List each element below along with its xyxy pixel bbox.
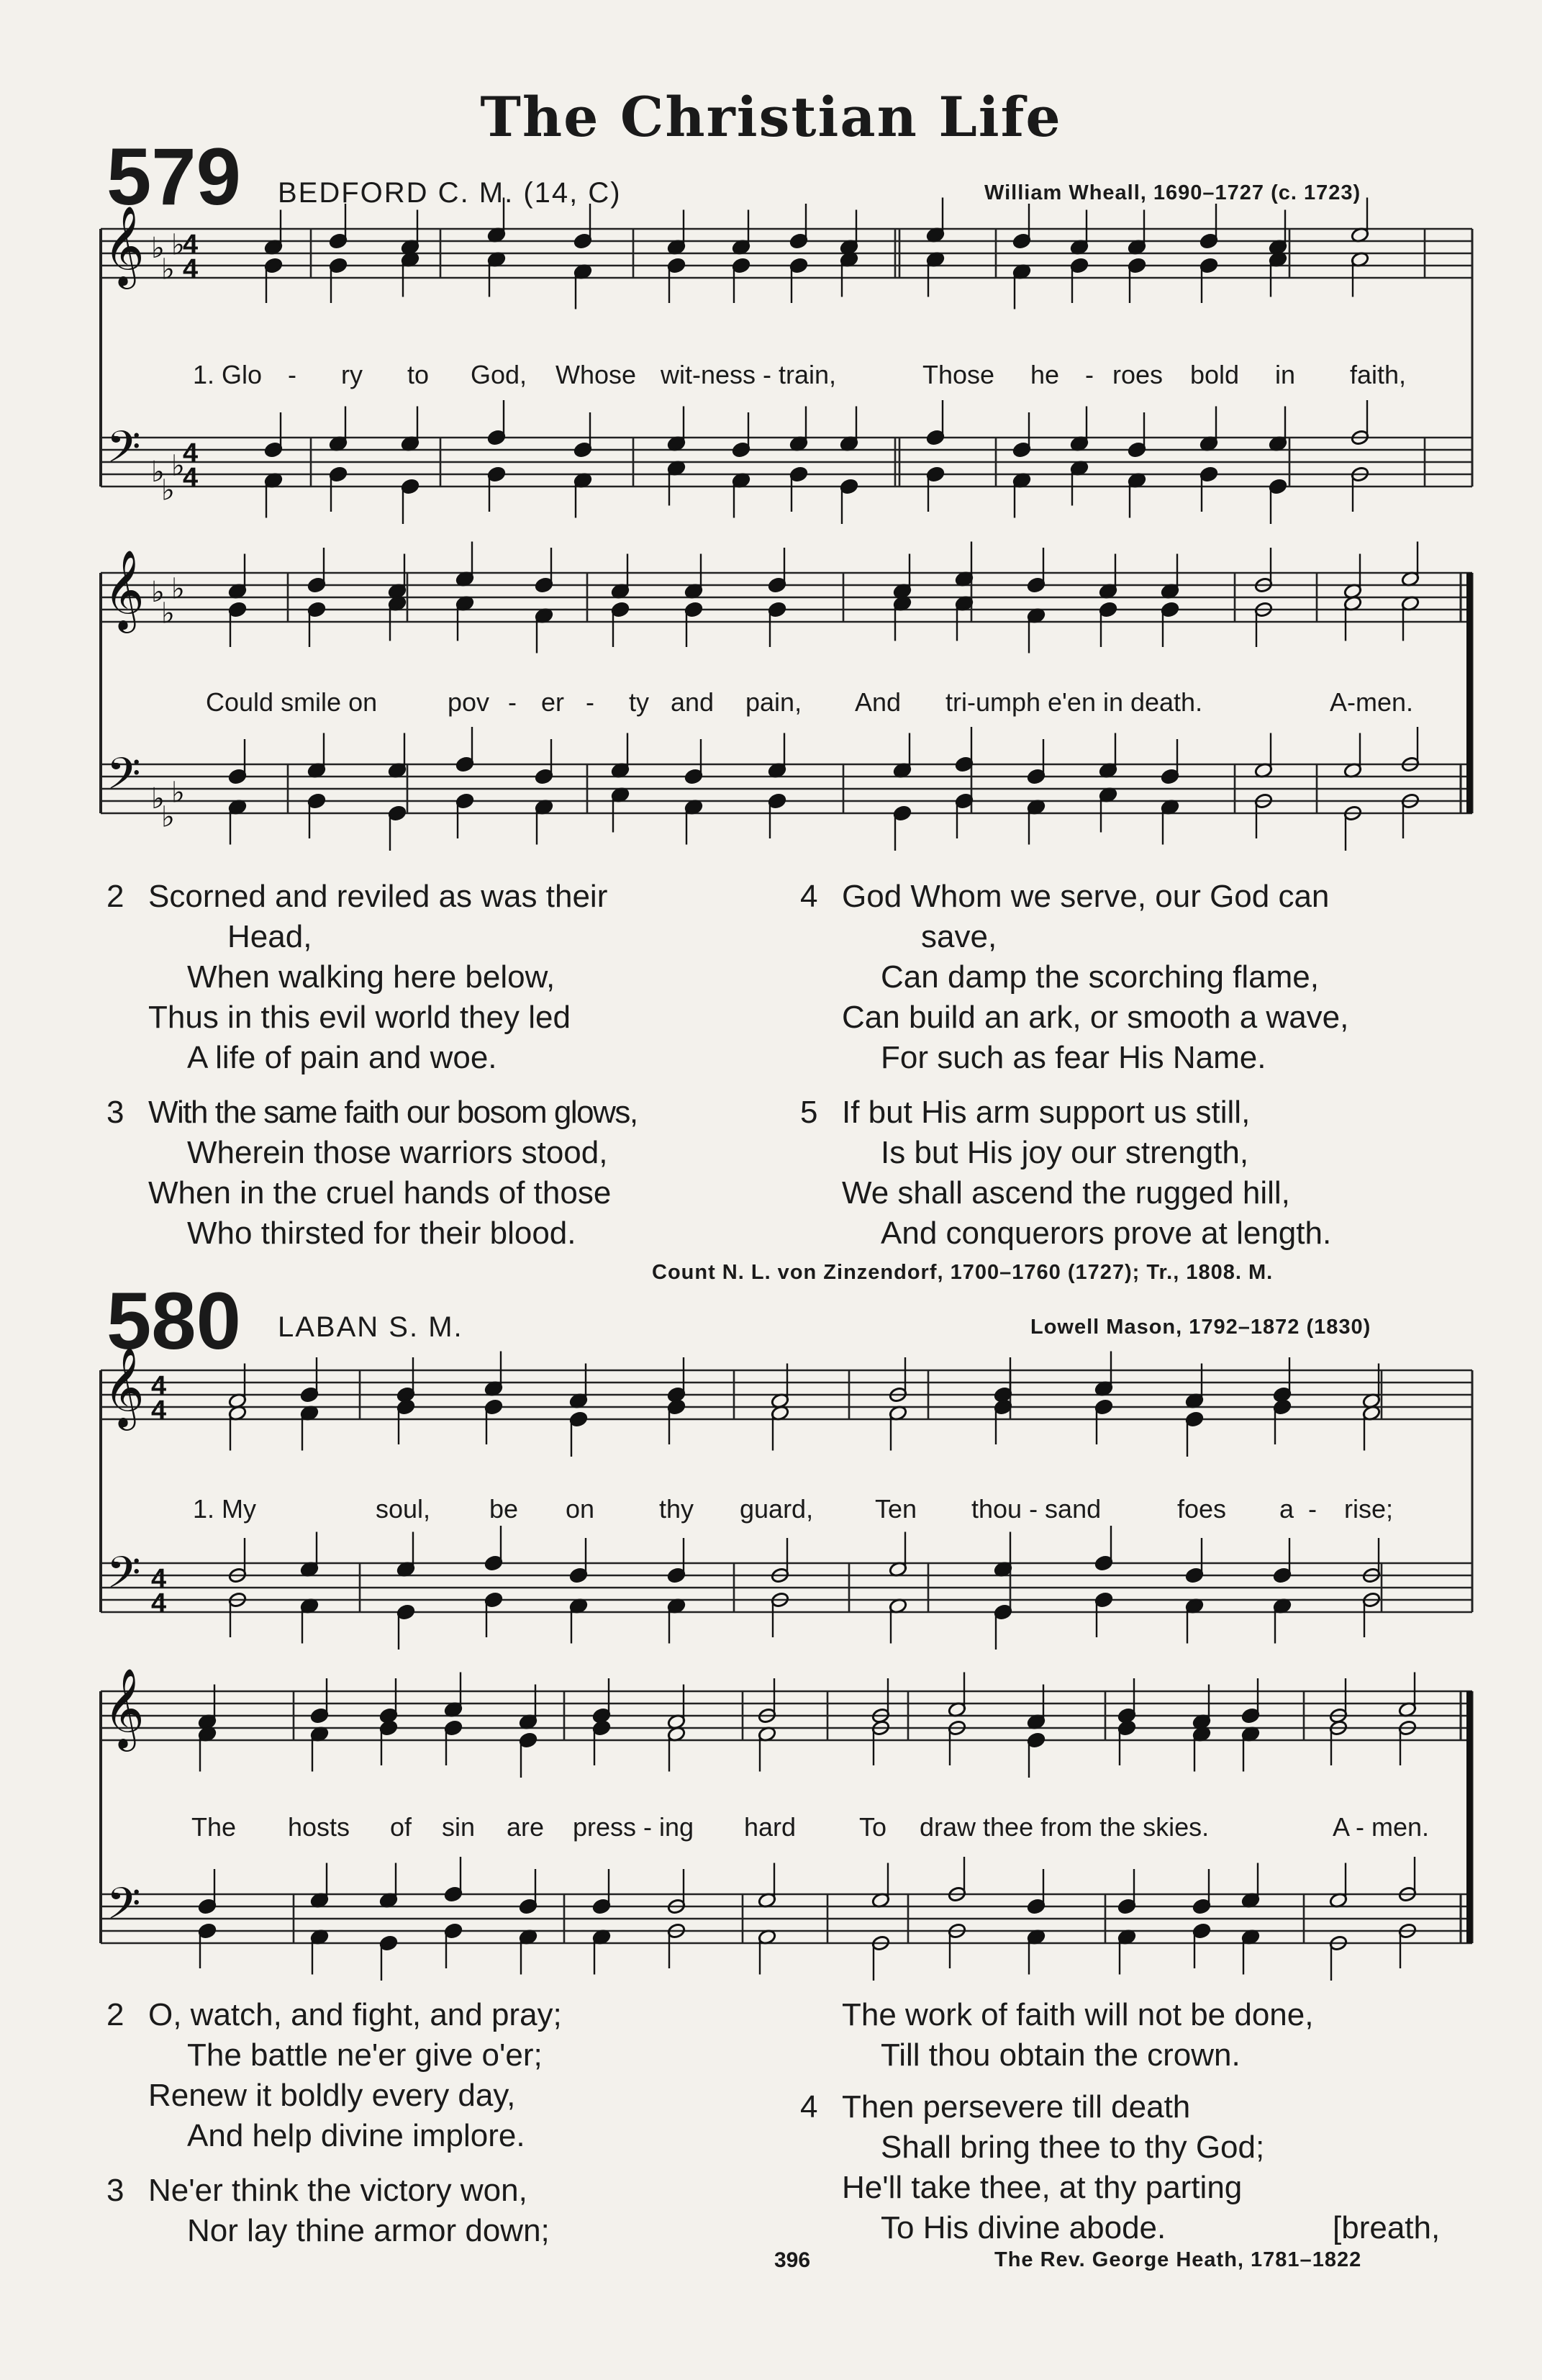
- verse-number: 2: [106, 1997, 124, 2032]
- hymn-579-lyric-hyphen: -: [1085, 360, 1094, 389]
- hymn-580-lyric-word: of: [390, 1812, 412, 1842]
- hymn-580-verse-4-overflow: [breath,: [1333, 2210, 1441, 2245]
- section-title: The Christian Life: [480, 85, 1062, 149]
- time-signature-icon: 4: [151, 1588, 167, 1619]
- verse-line: Scorned and reviled as was their: [148, 879, 608, 914]
- verse-line: Nor lay thine armor down;: [187, 2213, 550, 2248]
- flat-sign-icon: ♭: [171, 449, 185, 483]
- hymn-579-lyric-hyphen: -: [586, 687, 594, 717]
- hymn-580-lyric-word: foes: [1177, 1494, 1227, 1524]
- hymn-579-lyric-word: And: [855, 687, 902, 717]
- flat-sign-icon: ♭: [161, 253, 175, 286]
- treble-clef-icon: 𝄞: [104, 205, 145, 286]
- time-signature-icon: 4: [151, 1371, 167, 1401]
- hymn-580-lyric-word: press - ing: [573, 1812, 694, 1842]
- verse-line: We shall ascend the rugged hill,: [842, 1175, 1290, 1211]
- hymn-579-lyric-word: wit-ness - train,: [661, 360, 837, 389]
- hymn-579-lyric-word: bold: [1190, 360, 1240, 389]
- verse-line: Thus in this evil world they led: [148, 1000, 571, 1035]
- hymn-580-lyric-word: 1. My: [193, 1494, 257, 1524]
- hymn-579-lyric-word: and: [671, 687, 715, 717]
- hymn-579-lyric-word: God,: [471, 360, 527, 389]
- verse-line: Is but His joy our strength,: [881, 1135, 1249, 1170]
- verse-line: Shall bring thee to thy God;: [881, 2130, 1265, 2165]
- time-signature-icon: 4: [183, 463, 199, 493]
- verse-line: With the same faith our bosom glows,: [148, 1095, 638, 1130]
- hymn-579-author: Count N. L. von Zinzendorf, 1700–1760 (1727); Tr., 1808. M.: [652, 1261, 1274, 1284]
- verse-line: Ne'er think the victory won,: [148, 2173, 527, 2208]
- bass-clef-icon: 𝄢: [106, 422, 141, 484]
- verse-line: save,: [921, 919, 997, 954]
- hymn-579-lyric-word: A-men.: [1330, 687, 1414, 717]
- hymn-579-lyric-word: Whose: [555, 360, 637, 389]
- verse-line: The work of faith will not be done,: [842, 1997, 1314, 2032]
- hymn-579-lyric-word: he: [1030, 360, 1060, 389]
- hymn-580-lyric-word: on: [566, 1494, 595, 1524]
- verse-line: O, watch, and fight, and pray;: [148, 1997, 562, 2032]
- verse-number: 3: [106, 1095, 124, 1130]
- verse-line: Who thirsted for their blood.: [187, 1216, 576, 1251]
- verse-line: The battle ne'er give o'er;: [187, 2037, 543, 2073]
- page-number: 396: [774, 2248, 811, 2272]
- time-signature-icon: 4: [183, 254, 199, 284]
- hymn-579-lyric-word: roes: [1112, 360, 1164, 389]
- hymn-579-lyric-word: 1. Glo: [193, 360, 263, 389]
- verse-line: A life of pain and woe.: [187, 1040, 497, 1075]
- hymn-580-lyric-word: hard: [744, 1812, 797, 1842]
- bass-clef-icon: 𝄢: [106, 1547, 141, 1609]
- verse-line: Till thou obtain the crown.: [881, 2037, 1241, 2073]
- hymn-580-lyric-word: sin: [442, 1812, 476, 1842]
- verse-line: And conquerors prove at length.: [881, 1216, 1332, 1251]
- verse-line: Can build an ark, or smooth a wave,: [842, 1000, 1349, 1035]
- time-signature-icon: 4: [183, 438, 199, 469]
- verse-line: He'll take thee, at thy parting: [842, 2170, 1243, 2205]
- verse-line: And help divine implore.: [187, 2118, 525, 2153]
- verse-line: When walking here below,: [187, 959, 555, 995]
- hymn-580-lyric-word: guard,: [740, 1494, 814, 1524]
- hymn-579-lyric-word: er: [541, 687, 565, 717]
- final-barline: [1466, 1691, 1472, 1943]
- hymn-579-lyric-word: ry: [341, 360, 363, 389]
- verse-line: To His divine abode.: [881, 2210, 1166, 2245]
- treble-clef-icon: 𝄞: [104, 549, 145, 630]
- hymn-580-number: 580: [106, 1276, 241, 1366]
- hymn-580-author: The Rev. George Heath, 1781–1822: [994, 2248, 1362, 2271]
- hymn-579-lyric-word: Those: [922, 360, 995, 389]
- verse-number: 2: [106, 879, 124, 914]
- hymn-580-lyric-word: rise;: [1344, 1494, 1394, 1524]
- verse-line: Head,: [227, 919, 312, 954]
- hymn-580-lyric-word: The: [191, 1812, 237, 1842]
- flat-sign-icon: ♭: [151, 456, 165, 489]
- hymn-579-lyric-word: faith,: [1350, 360, 1407, 389]
- flat-sign-icon: ♭: [171, 572, 185, 606]
- flat-sign-icon: ♭: [151, 232, 165, 265]
- flat-sign-icon: ♭: [151, 782, 165, 815]
- hymn-579-tune: BEDFORD C. M. (14, C): [278, 177, 622, 209]
- bass-clef-icon: 𝄢: [106, 748, 141, 810]
- hymn-579-composer: William Wheall, 1690–1727 (c. 1723): [984, 181, 1361, 204]
- flat-sign-icon: ♭: [151, 576, 165, 609]
- hymn-580-lyric-word: A - men.: [1333, 1812, 1430, 1842]
- hymn-580-lyric-word: are: [507, 1812, 545, 1842]
- hymn-580-lyric-word: hosts: [288, 1812, 350, 1842]
- hymn-579-lyric-word: pov: [448, 687, 490, 717]
- hymn-579-number: 579: [106, 132, 241, 222]
- time-signature-icon: 4: [151, 1564, 167, 1594]
- hymn-579-lyric-word: pain,: [745, 687, 802, 717]
- hymn-579-lyric-word: ty: [629, 687, 650, 717]
- flat-sign-icon: ♭: [171, 776, 185, 810]
- hymn-579-lyric-word: tri-umph e'en in death.: [945, 687, 1203, 717]
- verse-line: Wherein those warriors stood,: [187, 1135, 608, 1170]
- time-signature-icon: 4: [183, 230, 199, 260]
- verse-line: When in the cruel hands of those: [148, 1175, 612, 1211]
- flat-sign-icon: ♭: [161, 597, 175, 630]
- hymn-580-tune: LABAN S. M.: [278, 1311, 463, 1343]
- hymn-580-lyric-word: draw thee from the skies.: [920, 1812, 1210, 1842]
- hymn-580-lyric-word: soul,: [376, 1494, 431, 1524]
- flat-sign-icon: ♭: [161, 800, 175, 834]
- hymn-579-lyric-hyphen: -: [288, 360, 296, 389]
- hymn-579-lyric-word: in: [1275, 360, 1296, 389]
- final-barline: [1466, 573, 1472, 813]
- bass-clef-icon: 𝄢: [106, 1878, 141, 1940]
- verse-line: Can damp the scorching flame,: [881, 959, 1319, 995]
- verse-line: Then persevere till death: [842, 2089, 1191, 2125]
- hymn-580-lyric-word: thy: [659, 1494, 694, 1524]
- hymn-579-lyric-hyphen: -: [508, 687, 517, 717]
- treble-clef-icon: 𝄞: [104, 1347, 145, 1427]
- hymn-580-composer: Lowell Mason, 1792–1872 (1830): [1030, 1316, 1371, 1339]
- verse-line: Renew it boldly every day,: [148, 2078, 516, 2113]
- flat-sign-icon: ♭: [161, 474, 175, 507]
- verse-number: 3: [106, 2173, 124, 2208]
- verse-number: 4: [800, 879, 818, 914]
- hymn-580-lyric-word: a: [1279, 1494, 1294, 1524]
- hymn-580-lyric-word: be: [489, 1494, 519, 1524]
- verse-number: 4: [800, 2089, 818, 2125]
- treble-clef-icon: 𝄞: [104, 1668, 145, 1748]
- verse-line: God Whom we serve, our God can: [842, 879, 1330, 914]
- hymn-580-lyric-word: To: [859, 1812, 887, 1842]
- time-signature-icon: 4: [151, 1395, 167, 1426]
- hymn-579-lyric-word: to: [407, 360, 430, 389]
- verse-number: 5: [800, 1095, 818, 1130]
- flat-sign-icon: ♭: [171, 228, 185, 262]
- hymn-579-lyric-word: Could smile on: [206, 687, 378, 717]
- hymn-580-lyric-word: thou - sand: [971, 1494, 1102, 1524]
- hymn-580-lyric-word: Ten: [875, 1494, 917, 1524]
- verse-line: For such as fear His Name.: [881, 1040, 1266, 1075]
- verse-line: If but His arm support us still,: [842, 1095, 1251, 1130]
- hymn-580-lyric-hyphen: -: [1308, 1494, 1317, 1524]
